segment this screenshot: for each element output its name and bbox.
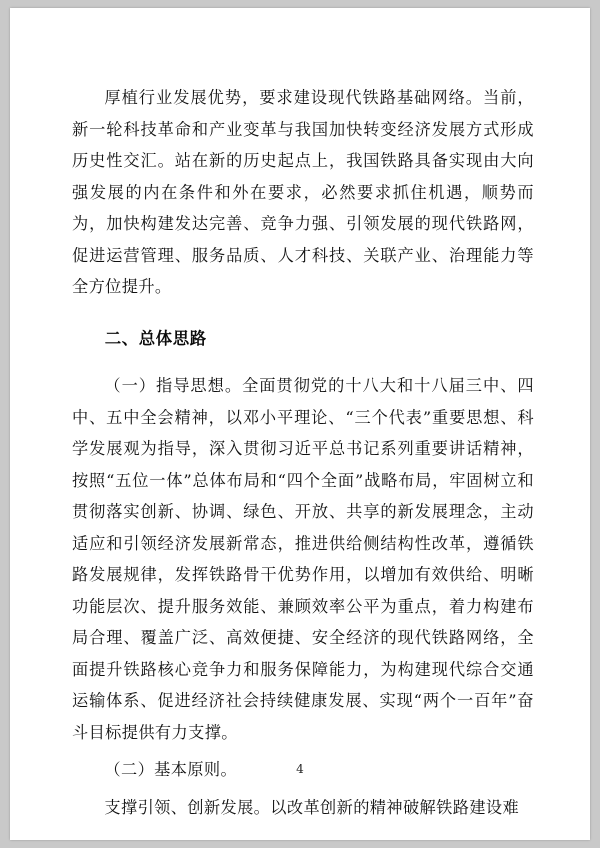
spacer — [72, 354, 534, 370]
section-heading-overall-approach: 二、总体思路 — [104, 328, 207, 348]
page-number: 4 — [296, 762, 304, 776]
paragraph-basic-principles-label: （二）基本原则。 — [104, 760, 238, 779]
paragraph-support-lead-innovate: 支撑引领、创新发展。以改革创新的精神破解铁路建设难 — [104, 797, 520, 817]
paragraph-1: 厚植行业发展优势，要求建设现代铁路基础网络。当前，新一轮科技革命和产业变革与我国加快转变经济发展方式形成历史性交汇。站在新的历史起点上，我国铁路具备实现由大向强发展的内在条件和外在要求，必然要求抓住机遇，顺势而为，加快构建发达完善、竞争力强、引领发展的现代铁路网，促进运营管理、服务品质、人才科技、关联产业、治理能力等全方位提升。 — [72, 88, 534, 296]
spacer — [72, 303, 534, 323]
page-content — [72, 82, 534, 823]
paragraph-guiding-ideology: （一）指导思想。全面贯彻党的十八大和十八届三中、四中、五中全会精神，以邓小平理论、“三个代表”重要思想、科学发展观为指导，深入贯彻习近平总书记系列重要讲话精神，按照“五位一体”总体布局和“四个全面”战略布局，牢固树立和贯彻落实创新、协调、绿色、开放、共享的新发展理念，主动适应和引领经济发展新常态，推进供给侧结构性改革，遵循铁路发展规律，发挥铁路骨干优势作用，以增加有效供给、明晰功能层次、提升服务效能、兼顾效率公平为重点，着力构建布局合理、覆盖广泛、高效便捷、安全经济的现代铁路网络，全面提升铁路核心竞争力和服务保障能力，为构建现代综合交通运输体系、促进经济社会持续健康发展、实现“两个一百年”奋斗目标提供有力支撑。 — [72, 376, 534, 742]
document-page — [10, 8, 590, 840]
